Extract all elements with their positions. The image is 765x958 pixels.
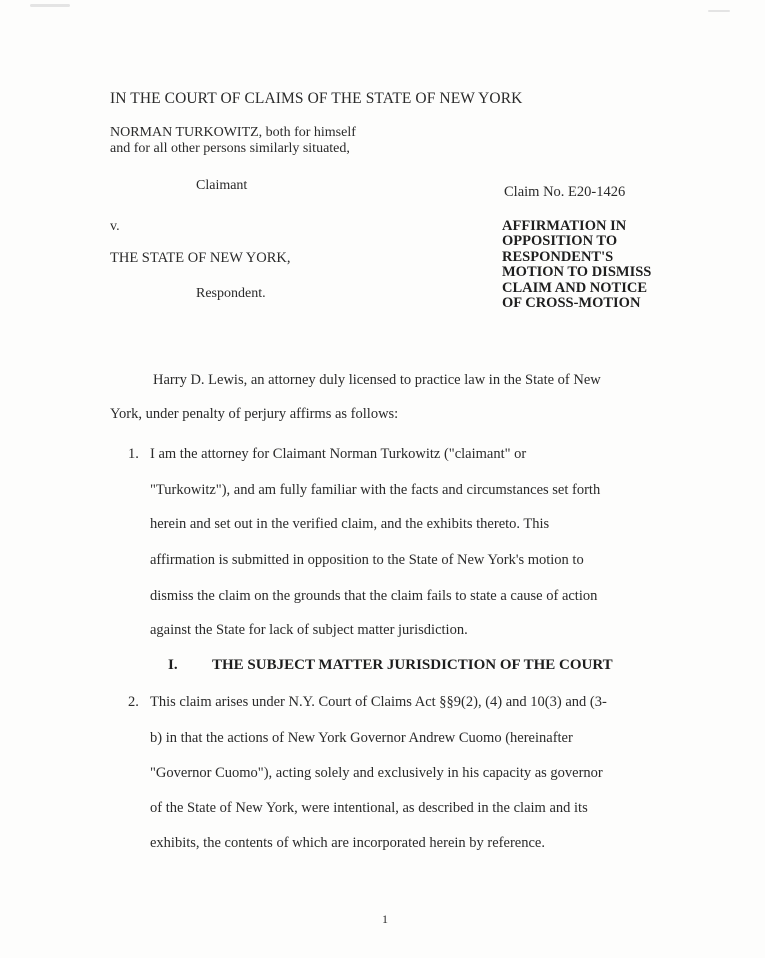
paragraph-line: against the State for lack of subject matter jurisdiction.: [150, 622, 468, 638]
court-title: IN THE COURT OF CLAIMS OF THE STATE OF NEW YORK: [110, 90, 523, 107]
paragraph-line: of the State of New York, were intentional, as described in the claim and its: [150, 800, 588, 816]
claimant-role: Claimant: [196, 178, 248, 193]
scan-artifact: [30, 4, 70, 7]
document-title-line: MOTION TO DISMISS: [502, 264, 652, 281]
section-number: I.: [168, 657, 178, 673]
respondent-role: Respondent.: [196, 286, 266, 301]
claimant-name-block: [110, 125, 356, 157]
intro-line: York, under penalty of perjury affirms as follows:: [110, 406, 399, 422]
document-title-line: CLAIM AND NOTICE: [502, 279, 648, 296]
page-number: 1: [382, 912, 388, 926]
paragraph-line: This claim arises under N.Y. Court of Claims Act §§9(2), (4) and 10(3) and (3-: [150, 694, 607, 710]
section-heading: [168, 657, 613, 674]
paragraph-line: herein and set out in the verified claim, and the exhibits thereto. This: [150, 516, 550, 532]
claimant-name-line: and for all other persons similarly situated,: [110, 141, 350, 156]
versus: v.: [110, 219, 120, 234]
respondent-name: THE STATE OF NEW YORK,: [110, 250, 291, 266]
document-title-line: RESPONDENT'S: [502, 248, 614, 265]
paragraph-number: 1.: [128, 446, 139, 462]
document-title-line: AFFIRMATION IN: [502, 218, 627, 234]
paragraph-line: "Turkowitz"), and am fully familiar with the facts and circumstances set forth: [150, 482, 601, 498]
paragraph-line: I am the attorney for Claimant Norman Turkowitz ("claimant" or: [150, 446, 527, 462]
paragraph-line: b) in that the actions of New York Governor Andrew Cuomo (hereinafter: [150, 730, 573, 746]
document-title-line: OPPOSITION TO: [502, 233, 618, 250]
paragraph-number: 2.: [128, 694, 139, 710]
section-title: THE SUBJECT MATTER JURISDICTION OF THE COURT: [212, 657, 613, 673]
paragraph-line: affirmation is submitted in opposition to the State of New York's motion to: [150, 552, 584, 568]
document-title: [502, 219, 651, 311]
paragraph-line: "Governor Cuomo"), acting solely and exclusively in his capacity as governor: [150, 765, 603, 781]
paragraph-line: exhibits, the contents of which are incorporated herein by reference.: [150, 835, 545, 851]
paragraph-line: dismiss the claim on the grounds that the claim fails to state a cause of action: [150, 588, 598, 604]
claim-number: Claim No. E20-1426: [504, 184, 626, 200]
scan-artifact: [708, 10, 730, 12]
intro-line: Harry D. Lewis, an attorney duly licensed to practice law in the State of New: [153, 372, 601, 388]
claimant-name-line: NORMAN TURKOWITZ, both for himself: [110, 125, 356, 140]
document-title-line: OF CROSS-MOTION: [502, 295, 641, 312]
